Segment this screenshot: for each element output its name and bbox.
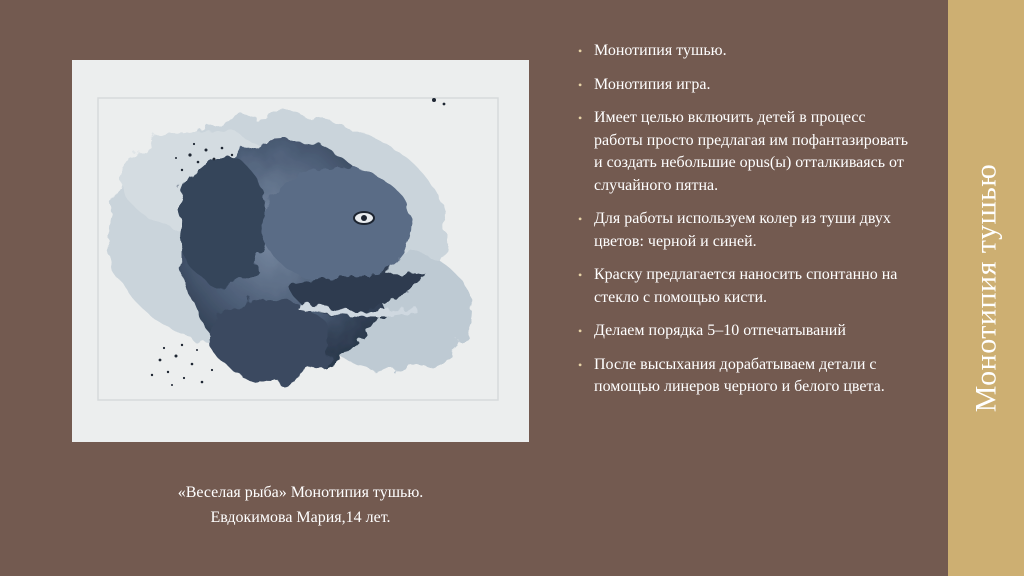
bullet-dot-icon: • xyxy=(578,77,583,92)
bullet-text: После высыхания дорабатываем детали с помощью линеров черного и белого цвета. xyxy=(594,355,885,395)
bullet-dot-icon: • xyxy=(578,111,583,125)
bullet-item xyxy=(576,107,912,197)
bullet-text: Для работы используем колер из туши двух цветов: черной и синей. xyxy=(594,210,891,250)
bullet-dot-icon: • xyxy=(578,212,583,226)
bullet-text: Имеет целью включить детей в процесс работы просто предлагая им пофантазировать и создать небольшие opus(ы) отталкиваясь от случайного пятна. xyxy=(594,109,909,194)
bullet-text: Краску предлагается наносить спонтанно на стекло с помощью кисти. xyxy=(594,266,898,306)
bullet-item xyxy=(576,74,912,97)
side-title-text: Монотипия тушью xyxy=(969,163,1003,413)
bullet-dot-icon: • xyxy=(578,324,583,338)
artwork-caption xyxy=(72,480,529,530)
caption-line-1: «Веселая рыба» Монотипия тушью. xyxy=(177,484,424,501)
bullet-item xyxy=(576,40,912,63)
side-title xyxy=(948,0,1024,576)
bullet-dot-icon: • xyxy=(578,268,583,282)
ink-fish-icon xyxy=(72,60,529,442)
bullet-text: Монотипия игра. xyxy=(594,75,711,93)
caption-line-2: Евдокимова Мария,14 лет. xyxy=(210,509,391,526)
bullet-item xyxy=(576,208,912,253)
bullet-dot-icon: • xyxy=(578,44,583,58)
bullet-text: Делаем порядка 5–10 отпечатываний xyxy=(594,322,846,339)
bullet-text: Монотипия тушью. xyxy=(594,42,727,59)
bullet-item xyxy=(576,264,912,309)
bullet-dot-icon: • xyxy=(578,357,583,372)
bullet-item xyxy=(576,354,912,399)
bullet-list xyxy=(576,40,912,410)
side-title-band xyxy=(948,0,1024,576)
bullet-item xyxy=(576,320,912,343)
artwork-image xyxy=(72,60,529,442)
